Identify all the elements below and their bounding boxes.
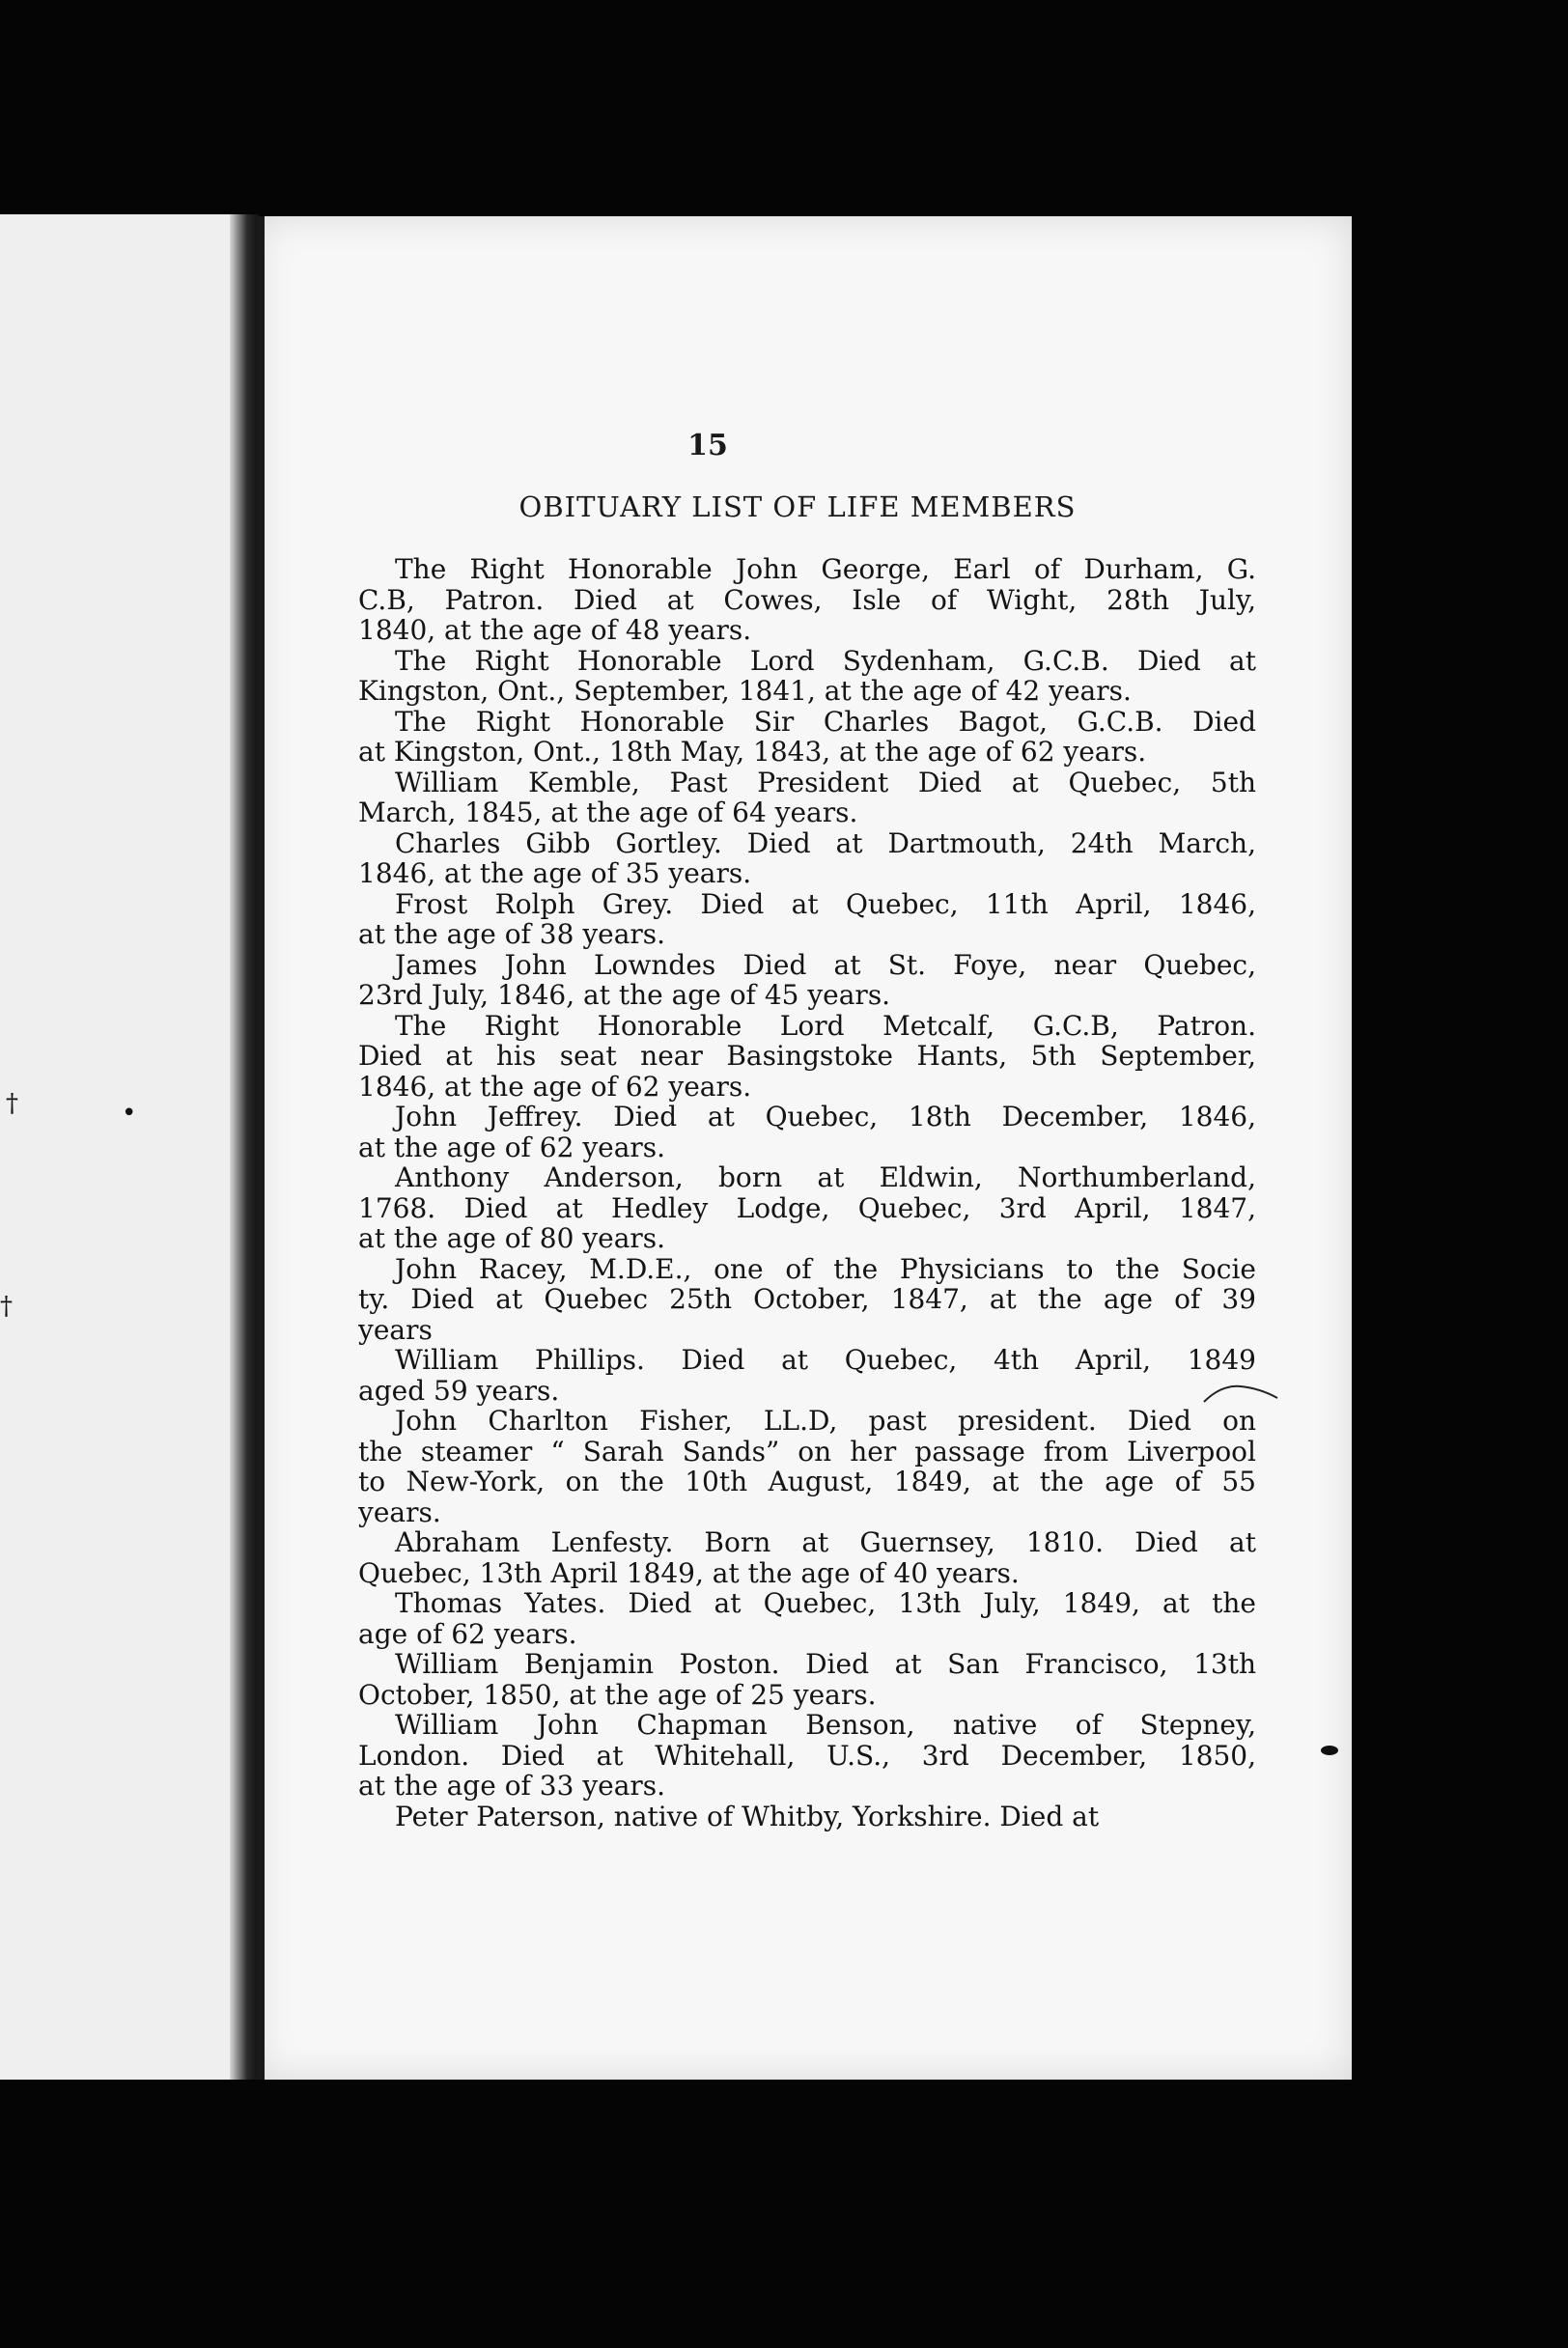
entry-line: London. Died at Whitehall, U.S., 3rd December, 1850, xyxy=(358,1740,1256,1771)
entry-line: years xyxy=(358,1314,433,1345)
obituary-entry xyxy=(358,768,1256,828)
entry-line: 1768. Died at Hedley Lodge, Quebec, 3rd April, 1847, xyxy=(358,1192,1256,1223)
entry-line: 1846, at the age of 62 years. xyxy=(358,1071,752,1102)
entry-line: at the age of 62 years. xyxy=(358,1132,666,1162)
obituary-entry xyxy=(358,1406,1256,1527)
entry-line: John Charlton Fisher, LL.D, past president. Died on xyxy=(395,1406,1256,1437)
entry-line: C.B, Patron. Died at Cowes, Isle of Wight, 28th July, xyxy=(358,584,1256,615)
entry-line: at the age of 80 years. xyxy=(358,1223,666,1254)
entry-line: John Racey, M.D.E., one of the Physicians to the Socie xyxy=(395,1253,1256,1284)
entry-line: years. xyxy=(358,1496,441,1527)
page-title: OBITUARY LIST OF LIFE MEMBERS xyxy=(518,490,1077,523)
entry-line: William Kemble, Past President Died at Quebec, 5th xyxy=(395,767,1256,797)
obituary-entry xyxy=(358,889,1256,950)
entry-line: Frost Rolph Grey. Died at Quebec, 11th April, 1846, xyxy=(395,888,1256,919)
entry-line: at the age of 38 years. xyxy=(358,919,666,950)
entry-line: Died at his seat near Basingstoke Hants, 5th September, xyxy=(358,1041,1256,1072)
dagger-mark: † xyxy=(0,1292,13,1321)
page xyxy=(257,216,1352,2080)
entry-line: Peter Paterson, native of Whitby, Yorkshire. Died at xyxy=(395,1801,1100,1831)
obituary-entry xyxy=(358,554,1256,646)
page-number: 15 xyxy=(687,429,728,462)
entry-line: aged 59 years. xyxy=(358,1375,560,1406)
pencil-stroke-mark xyxy=(1202,1381,1279,1410)
obituary-entry xyxy=(358,1345,1256,1406)
obituary-entry xyxy=(358,1588,1256,1649)
obituary-entry xyxy=(358,646,1256,707)
obituary-entry xyxy=(358,950,1256,1011)
entry-line: 1840, at the age of 48 years. xyxy=(358,615,752,646)
entry-line: Charles Gibb Gortley. Died at Dartmouth, 24th March, xyxy=(395,827,1256,858)
entry-line: March, 1845, at the age of 64 years. xyxy=(358,797,858,828)
entry-line: William John Chapman Benson, native of Stepney, xyxy=(395,1710,1256,1741)
obituary-entry xyxy=(358,1710,1256,1802)
entry-line: Kingston, Ont., September, 1841, at the age of 42 years. xyxy=(358,676,1132,707)
entry-line: The Right Honorable Lord Metcalf, G.C.B, Patron. xyxy=(395,1010,1256,1041)
obituary-entry xyxy=(358,1011,1256,1103)
entry-line: The Right Honorable John George, Earl of Durham, G. xyxy=(395,554,1256,585)
entry-line: ty. Died at Quebec 25th October, 1847, at the age of 39 xyxy=(358,1284,1256,1315)
obituary-entry xyxy=(358,1527,1256,1588)
entry-line: Abraham Lenfesty. Born at Guernsey, 1810. Died at xyxy=(395,1527,1256,1558)
obituary-entry xyxy=(358,707,1256,768)
entry-line: William Benjamin Poston. Died at San Francisco, 13th xyxy=(395,1649,1256,1680)
entry-line: John Jeffrey. Died at Quebec, 18th December, 1846, xyxy=(395,1102,1256,1132)
entry-line: age of 62 years. xyxy=(358,1618,577,1649)
ink-blot xyxy=(1321,1746,1338,1755)
entry-line: 23rd July, 1846, at the age of 45 years. xyxy=(358,980,891,1011)
obituary-entry xyxy=(358,828,1256,889)
entry-line: October, 1850, at the age of 25 years. xyxy=(358,1679,877,1710)
obituary-entry xyxy=(358,1162,1256,1254)
entry-line: 1846, at the age of 35 years. xyxy=(358,858,752,889)
entry-line: at the age of 33 years. xyxy=(358,1771,666,1802)
book-gutter xyxy=(230,214,259,2080)
entry-line: Anthony Anderson, born at Eldwin, Northumberland, xyxy=(395,1162,1256,1193)
facing-page xyxy=(0,214,243,2080)
obituary-entry xyxy=(358,1102,1256,1162)
entry-line: The Right Honorable Sir Charles Bagot, G.C.B. Died xyxy=(395,706,1256,737)
dot-mark: • xyxy=(122,1099,137,1128)
entry-line: William Phillips. Died at Quebec, 4th April, 1849 xyxy=(395,1345,1256,1376)
page-edge xyxy=(257,216,265,2080)
entry-line: at Kingston, Ont., 18th May, 1843, at the age of 62 years. xyxy=(358,737,1147,768)
obituary-entry xyxy=(358,1649,1256,1710)
entry-line: to New-York, on the 10th August, 1849, at the age of 55 xyxy=(358,1467,1256,1497)
entry-line: the steamer “ Sarah Sands” on her passage from Liverpool xyxy=(358,1436,1256,1467)
entry-line: Quebec, 13th April 1849, at the age of 40 years. xyxy=(358,1557,1020,1588)
entry-line: James John Lowndes Died at St. Foye, near Quebec, xyxy=(395,949,1256,980)
obituary-entry xyxy=(358,1254,1256,1346)
entry-line: Thomas Yates. Died at Quebec, 13th July, 1849, at the xyxy=(395,1588,1256,1619)
obituary-entry xyxy=(358,1802,1256,1832)
obituary-list xyxy=(358,554,1256,1831)
dagger-mark: † xyxy=(6,1089,18,1118)
entry-line: The Right Honorable Lord Sydenham, G.C.B. Died at xyxy=(395,645,1256,676)
